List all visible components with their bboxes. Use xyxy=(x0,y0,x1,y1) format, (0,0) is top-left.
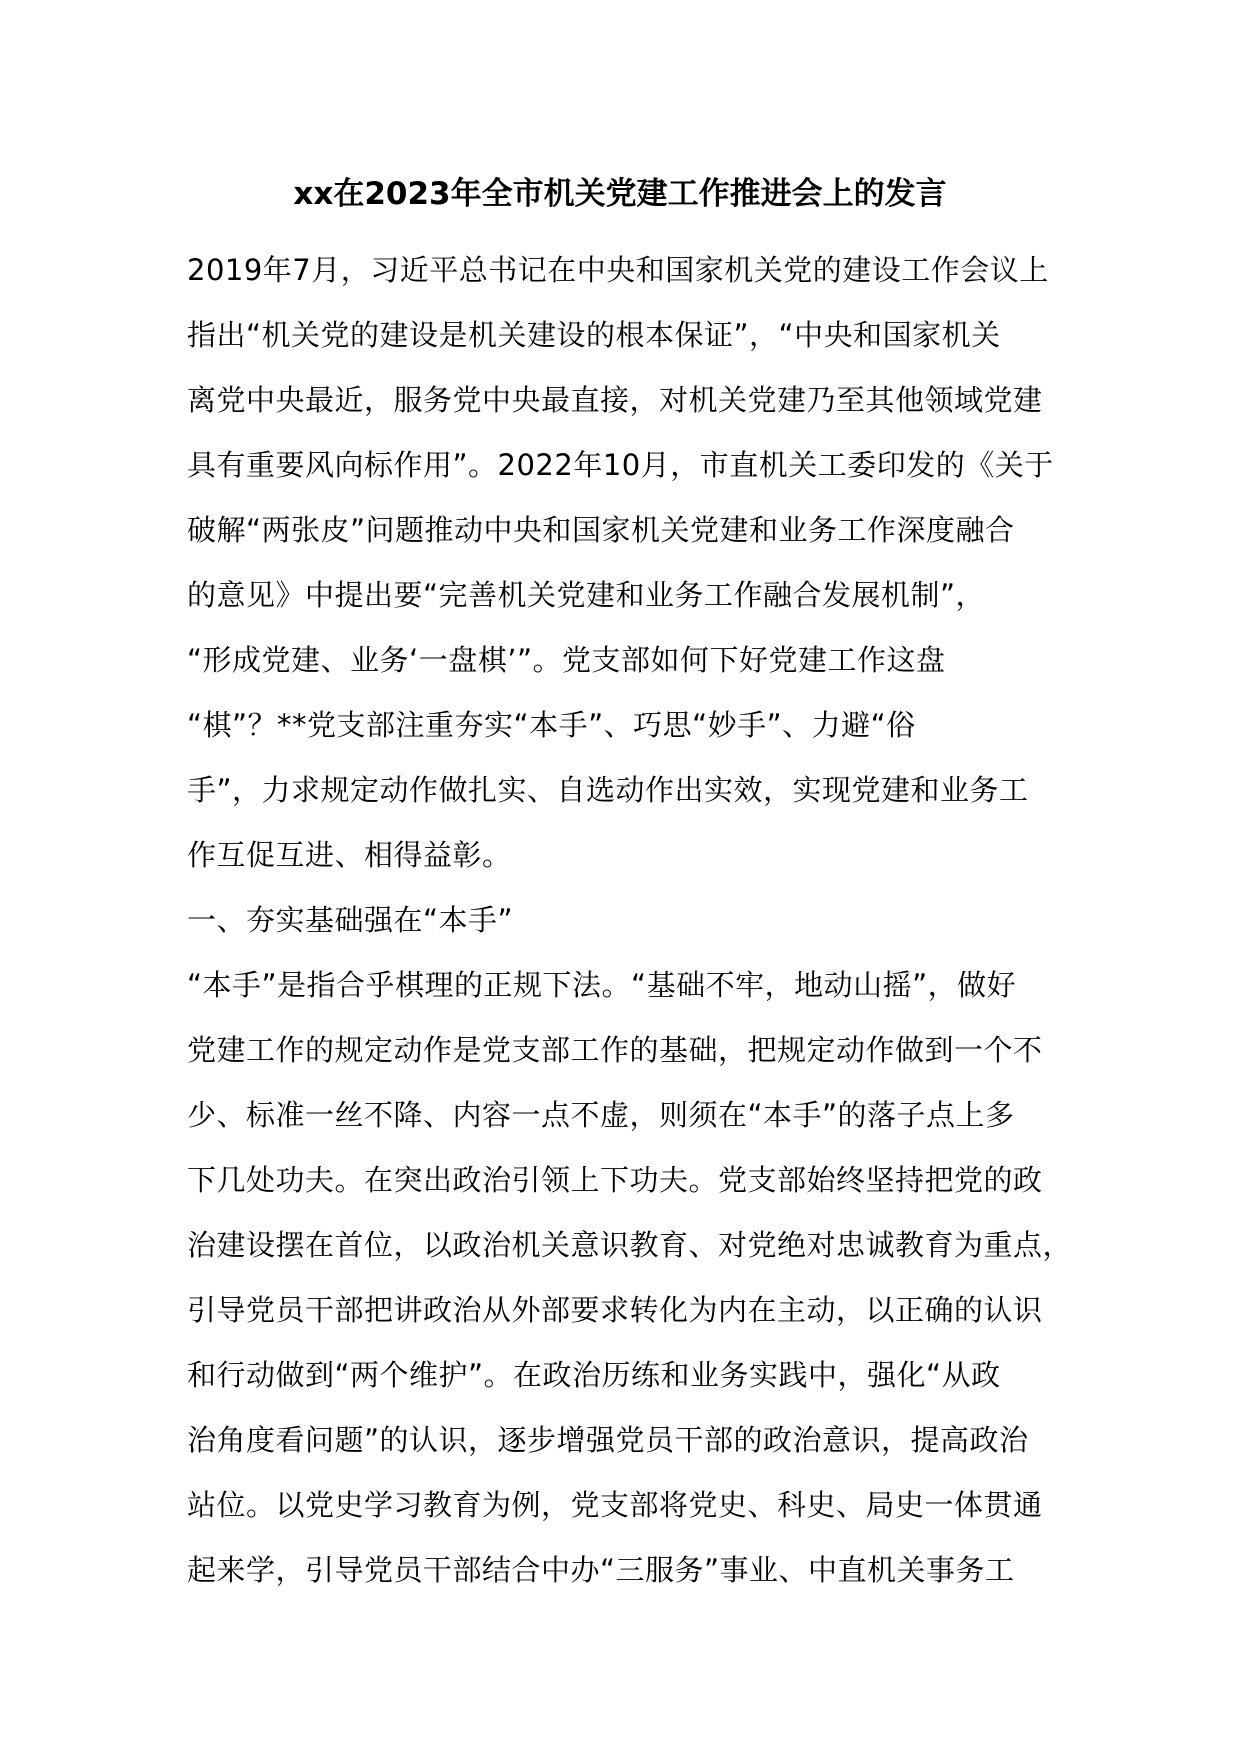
body-line: 治建设摆在首位，以政治机关意识教育、对党绝对忠诚教育为重点， xyxy=(187,1228,1073,1262)
body-line: 2019年7月，习近平总书记在中央和国家机关党的建设工作会议上 xyxy=(187,253,1049,287)
body-line: 治角度看问题”的认识，逐步增强党员干部的政治意识，提高政治 xyxy=(187,1423,1029,1457)
body-line: 离党中央最近，服务党中央最直接，对机关党建乃至其他领域党建 xyxy=(187,383,1043,417)
body-line: “棋”？**党支部注重夯实“本手”、巧思“妙手”、力避“俗 xyxy=(187,708,916,742)
document-body xyxy=(187,238,1073,1603)
body-line: 站位。以党史学习教育为例，党支部将党史、科史、局史一体贯通 xyxy=(187,1488,1043,1522)
body-line: 和行动做到“两个维护”。在政治历练和业务实践中，强化“从政 xyxy=(187,1358,1001,1392)
document-title: xx在2023年全市机关党建工作推进会上的发言 xyxy=(293,176,947,212)
body-line: 少、标准一丝不降、内容一点不虚，则须在“本手”的落子点上多 xyxy=(187,1098,1015,1132)
body-line: “本手”是指合乎棋理的正规下法。“基础不牢，地动山摇”，做好 xyxy=(187,968,1017,1002)
body-line: 引导党员干部把讲政治从外部要求转化为内在主动，以正确的认识 xyxy=(187,1293,1043,1327)
body-line: 作互促互进、相得益彰。 xyxy=(187,838,512,872)
body-line: 下几处功夫。在突出政治引领上下功夫。党支部始终坚持把党的政 xyxy=(187,1163,1043,1197)
body-line: 手”，力求规定动作做扎实、自选动作出实效，实现党建和业务工 xyxy=(187,773,1029,807)
section-heading: 一、夯实基础强在“本手” xyxy=(187,903,514,937)
body-line: 指出“机关党的建设是机关建设的根本保证”，“中央和国家机关 xyxy=(187,318,1001,352)
body-line: 起来学，引导党员干部结合中办“三服务”事业、中直机关事务工 xyxy=(187,1553,1015,1587)
body-line: 党建工作的规定动作是党支部工作的基础，把规定动作做到一个不 xyxy=(187,1033,1043,1067)
body-line: “形成党建、业务‘一盘棋’”。党支部如何下好党建工作这盘 xyxy=(187,643,946,677)
body-line: 破解“两张皮”问题推动中央和国家机关党建和业务工作深度融合 xyxy=(187,513,1015,547)
body-line: 具有重要风向标作用”。2022年10月，市直机关工委印发的《关于 xyxy=(187,448,1054,482)
body-line: 的意见》中提出要“完善机关党建和业务工作融合发展机制”， xyxy=(187,578,986,612)
